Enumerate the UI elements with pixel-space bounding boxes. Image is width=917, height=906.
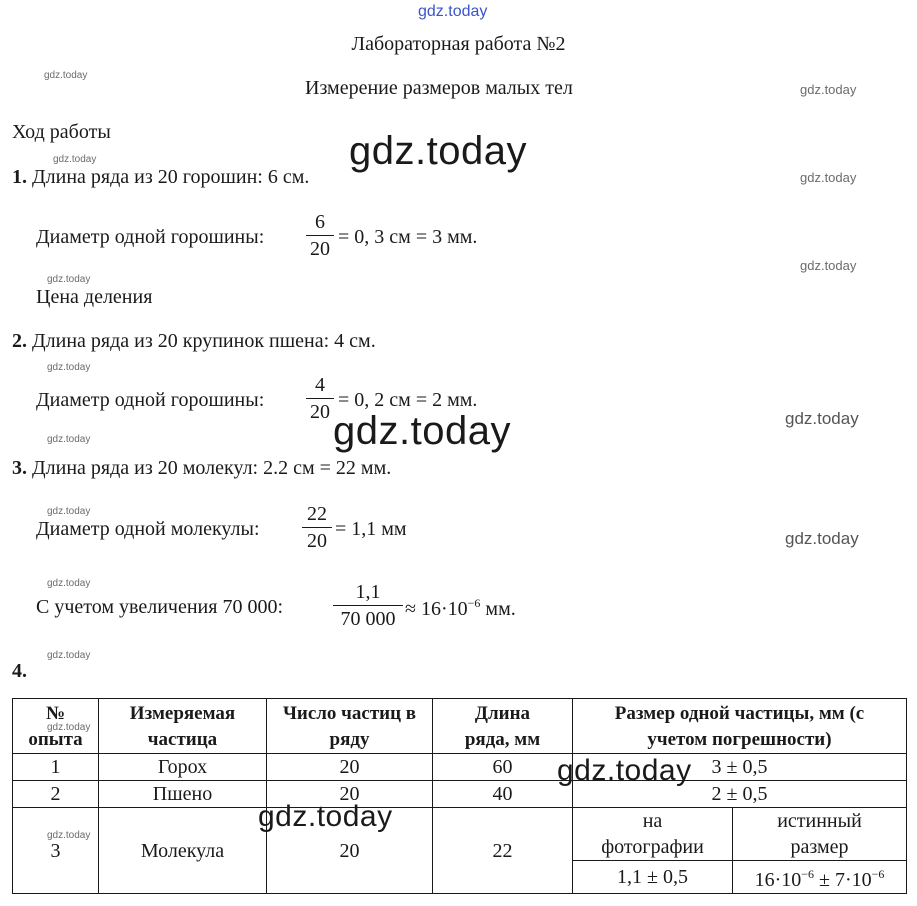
item-2-numerator: 4 [315, 374, 325, 396]
section-heading: Ход работы [12, 121, 111, 143]
row-3-true-label: истинный размер [733, 808, 907, 861]
watermark-large: gdz.today [349, 129, 527, 173]
item-3-diameter-label: Диаметр одной молекулы: [36, 518, 260, 540]
row-2-size: 2 ± 0,5 [573, 781, 907, 808]
item-3-result: = 1,1 мм [335, 518, 407, 540]
header-count: Число частиц в ряду [267, 699, 433, 754]
header-size: Размер одной частицы, мм (с учетом погрешности) [573, 699, 907, 754]
row-2-length: 40 [433, 781, 573, 808]
row-2-number: 2 [13, 781, 99, 808]
watermark-small: gdz.today [47, 434, 91, 445]
item-3-line [12, 457, 391, 480]
row-1-number: 1 [13, 754, 99, 781]
item-2-fraction [306, 373, 334, 424]
item-3-numerator: 22 [307, 503, 327, 525]
item-1-line [12, 166, 309, 189]
item-3-denominator: 20 [307, 530, 327, 552]
watermark-small: gdz.today [800, 258, 857, 273]
item-1-number: 1. [12, 166, 27, 188]
top-watermark: gdz.today [418, 3, 488, 20]
row-3-length: 22 [433, 808, 573, 894]
item-3-magnification-fraction [333, 580, 403, 631]
row-2-particle: Пшено [99, 781, 267, 808]
watermark-small: gdz.today [800, 170, 857, 185]
document-subtitle: Измерение размеров малых тел [305, 77, 573, 99]
item-1-division-label: Цена деления [36, 286, 153, 308]
item-2-result: = 0, 2 см = 2 мм. [338, 389, 478, 411]
item-1-diameter-label: Диаметр одной горошины: [36, 226, 265, 248]
item-1-numerator: 6 [315, 211, 325, 233]
item-2-text: Длина ряда из 20 крупинок пшена: 4 см. [32, 330, 376, 352]
row-3-number: 3 [13, 808, 99, 894]
row-3-photo-value: 1,1 ± 0,5 [573, 861, 733, 894]
item-2-diameter-label: Диаметр одной горошины: [36, 389, 265, 411]
item-2-denominator: 20 [310, 401, 330, 423]
item-3-magnification-label: С учетом увеличения 70 000: [36, 596, 284, 618]
row-3-particle: Молекула [99, 808, 267, 894]
watermark-small: gdz.today [800, 82, 857, 97]
item-3-magnification-result: ≈ $16\cdot 10^{-6}$ мм. [405, 596, 516, 620]
watermark-large: gdz.today [333, 409, 511, 453]
row-1-length: 60 [433, 754, 573, 781]
row-1-count: 20 [267, 754, 433, 781]
item-3-magnification-denominator: 70 000 [340, 608, 396, 630]
table-header-row [13, 699, 907, 754]
watermark-small: gdz.today [47, 274, 91, 285]
document-title: Лабораторная работа №2 [351, 33, 566, 55]
row-3-true-value: $16\cdot 10^{-6} \pm 7\cdot 10^{-6}$ [733, 861, 907, 894]
watermark-large: gdz.today [258, 800, 393, 833]
row-1-size: 3 ± 0,5 [573, 754, 907, 781]
watermark-large: gdz.today [557, 754, 692, 787]
item-3-text: Длина ряда из 20 молекул: 2.2 см = 22 мм. [32, 457, 392, 479]
row-2-count: 20 [267, 781, 433, 808]
watermark-small: gdz.today [53, 154, 97, 165]
watermark-small: gdz.today [44, 70, 88, 81]
table-row [13, 754, 907, 781]
watermark-small: gdz.today [47, 722, 91, 733]
item-3-fraction [302, 502, 332, 553]
row-1-particle: Горох [99, 754, 267, 781]
watermark-small: gdz.today [47, 506, 91, 517]
watermark-small: gdz.today [47, 830, 91, 841]
watermark-small: gdz.today [47, 650, 91, 661]
item-4-number: 4. [12, 660, 27, 682]
header-number: № опыта [13, 699, 99, 754]
item-1-denominator: 20 [310, 238, 330, 260]
header-particle: Измеряемая частица [99, 699, 267, 754]
results-table [12, 698, 907, 894]
item-3-magnification-numerator: 1,1 [355, 581, 381, 603]
item-1-text: Длина ряда из 20 горошин: 6 см. [32, 166, 310, 188]
watermark-medium: gdz.today [785, 409, 859, 428]
item-3-number: 3. [12, 457, 27, 479]
item-1-fraction [306, 210, 334, 261]
row-3-photo-label: на фотографии [573, 808, 733, 861]
watermark-small: gdz.today [47, 578, 91, 589]
watermark-medium: gdz.today [785, 529, 859, 548]
table-row [13, 808, 907, 861]
item-2-line [12, 330, 376, 353]
watermark-small: gdz.today [47, 362, 91, 373]
row-3-count: 20 [267, 808, 433, 894]
header-length: Длина ряда, мм [433, 699, 573, 754]
item-1-result: = 0, 3 см = 3 мм. [338, 226, 478, 248]
table-row [13, 781, 907, 808]
item-2-number: 2. [12, 330, 27, 352]
